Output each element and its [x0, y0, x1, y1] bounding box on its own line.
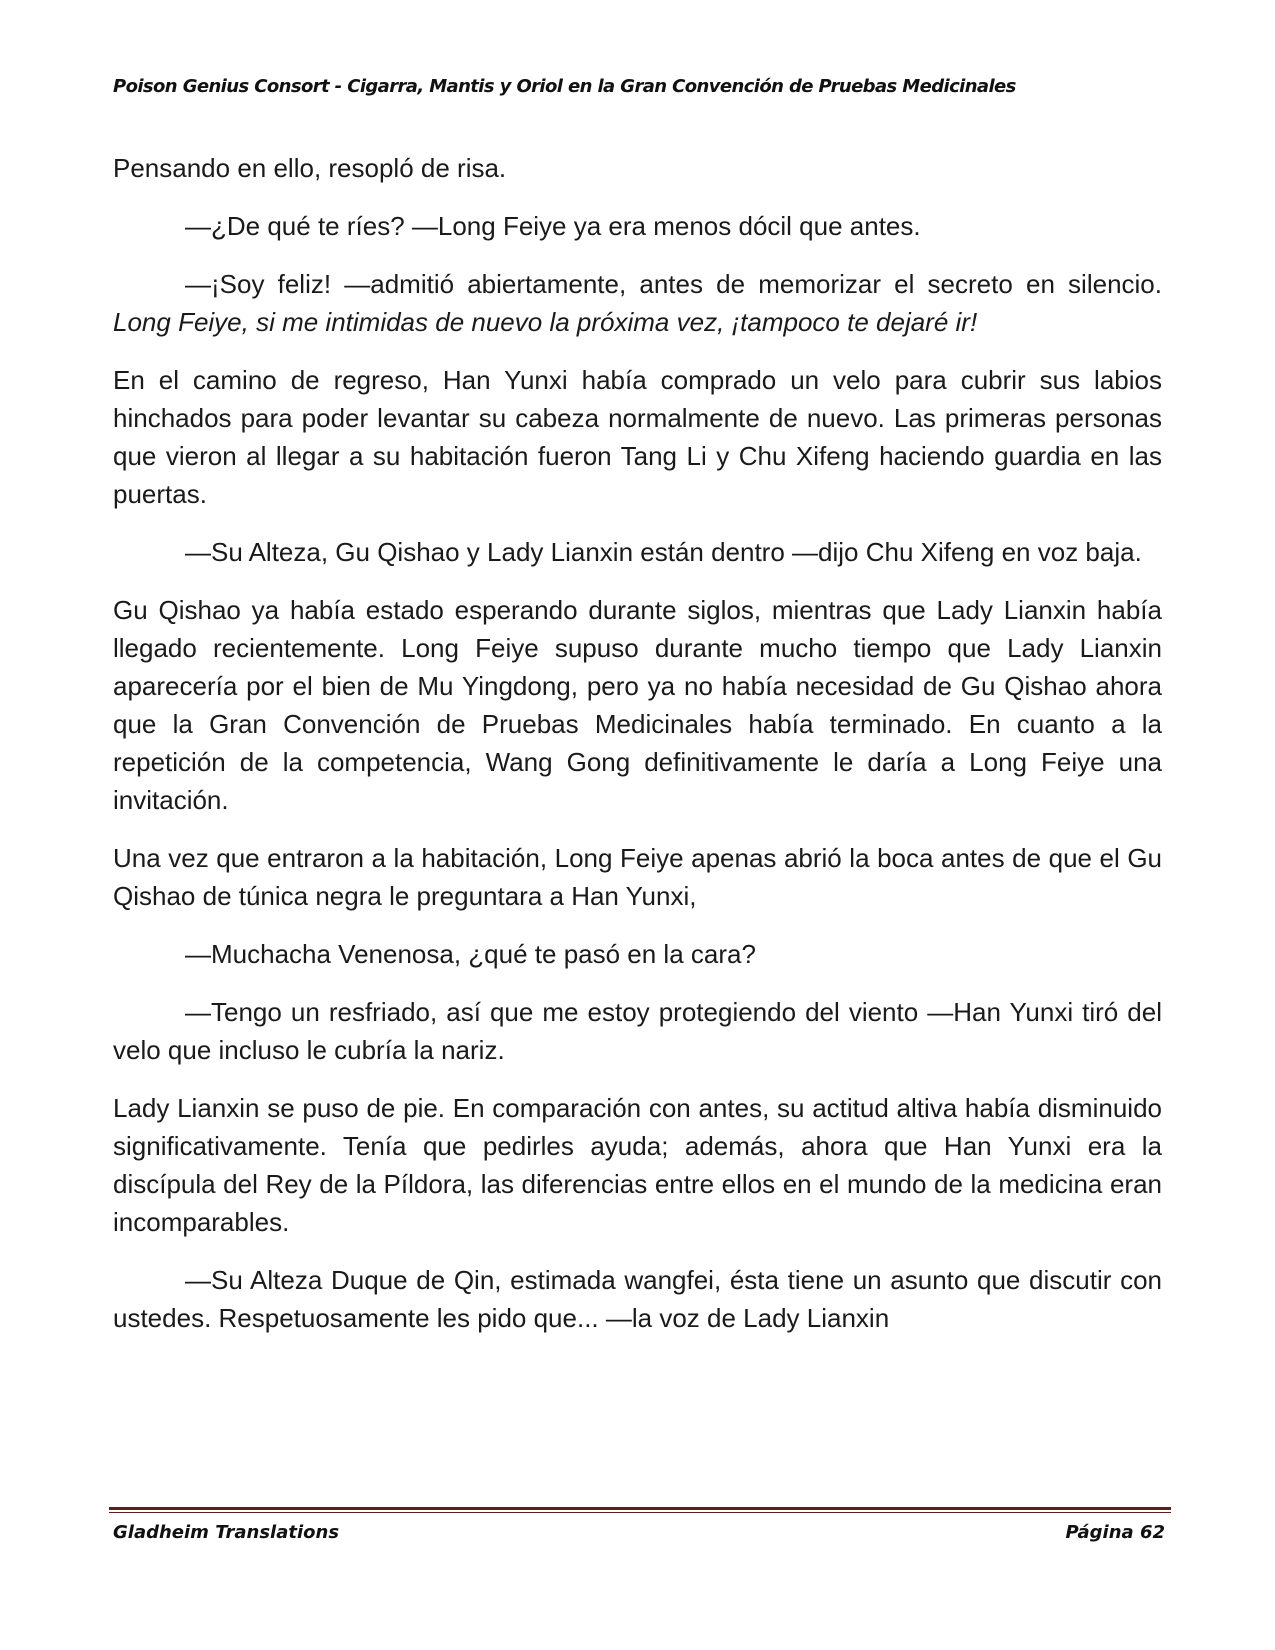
page-number: Página 62 [1065, 1522, 1165, 1543]
paragraph-11: —Su Alteza Duque de Qin, estimada wangfei, ésta tiene un asunto que discutir con ustedes. Respetuosamente les pido que... —la voz de Lady Lianxin [113, 1265, 1162, 1333]
paragraph-3-thought: Long Feiye, si me intimidas de nuevo la próxima vez, ¡tampoco te dejaré ir! [113, 307, 978, 337]
paragraph-7: Una vez que entraron a la habitación, Long Feiye apenas abrió la boca antes de que el Gu Qishao de túnica negra le preguntara a Han Yunxi, [113, 843, 1162, 911]
footer-rule [109, 1507, 1171, 1513]
footer-rule-thin [109, 1512, 1171, 1513]
paragraph-1: Pensando en ello, resopló de risa. [113, 153, 507, 183]
footer-publisher: Gladheim Translations [113, 1522, 340, 1543]
paragraph-10: Lady Lianxin se puso de pie. En comparación con antes, su actitud altiva había disminuido significativamente. Tenía que pedirles ayuda; además, ahora que Han Yunxi era la discípula del Rey de la Píldora, las diferencias entre ellos en el mundo de la medicina eran incomparables. [113, 1093, 1162, 1237]
paragraph-5: —Su Alteza, Gu Qishao y Lady Lianxin están dentro —dijo Chu Xifeng en voz baja. [185, 537, 1142, 567]
paragraph-9: —Tengo un resfriado, así que me estoy protegiendo del viento —Han Yunxi tiró del velo que incluso le cubría la nariz. [113, 997, 1162, 1065]
paragraph-4: En el camino de regreso, Han Yunxi había comprado un velo para cubrir sus labios hinchados para poder levantar su cabeza normalmente de nuevo. Las primeras personas que vieron al llegar a su habitación fueron Tang Li y Chu Xifeng haciendo guardia en las puertas. [113, 365, 1162, 509]
paragraph-6: Gu Qishao ya había estado esperando durante siglos, mientras que Lady Lianxin había llegado recientemente. Long Feiye supuso durante mucho tiempo que Lady Lianxin aparecería por el bien de Mu Yingdong, pero ya no había necesidad de Gu Qishao ahora que la Gran Convención de Pruebas Medicinales había terminado. En cuanto a la repetición de la competencia, Wang Gong definitivamente le daría a Long Feiye una invitación. [113, 595, 1162, 815]
running-header: Poison Genius Consort - Cigarra, Mantis y Oriol en la Gran Convención de Pruebas Medicinales [113, 76, 1016, 97]
paragraph-3 [113, 265, 1162, 341]
page-footer [113, 1522, 1165, 1548]
paragraph-2: —¿De qué te ríes? —Long Feiye ya era menos dócil que antes. [185, 211, 921, 241]
body-text [113, 149, 1162, 1357]
paragraph-3-speech: —¡Soy feliz! —admitió abiertamente, antes de memorizar el secreto en silencio. [185, 269, 1162, 299]
paragraph-8: —Muchacha Venenosa, ¿qué te pasó en la cara? [185, 939, 756, 969]
footer-rule-thick [109, 1507, 1171, 1510]
